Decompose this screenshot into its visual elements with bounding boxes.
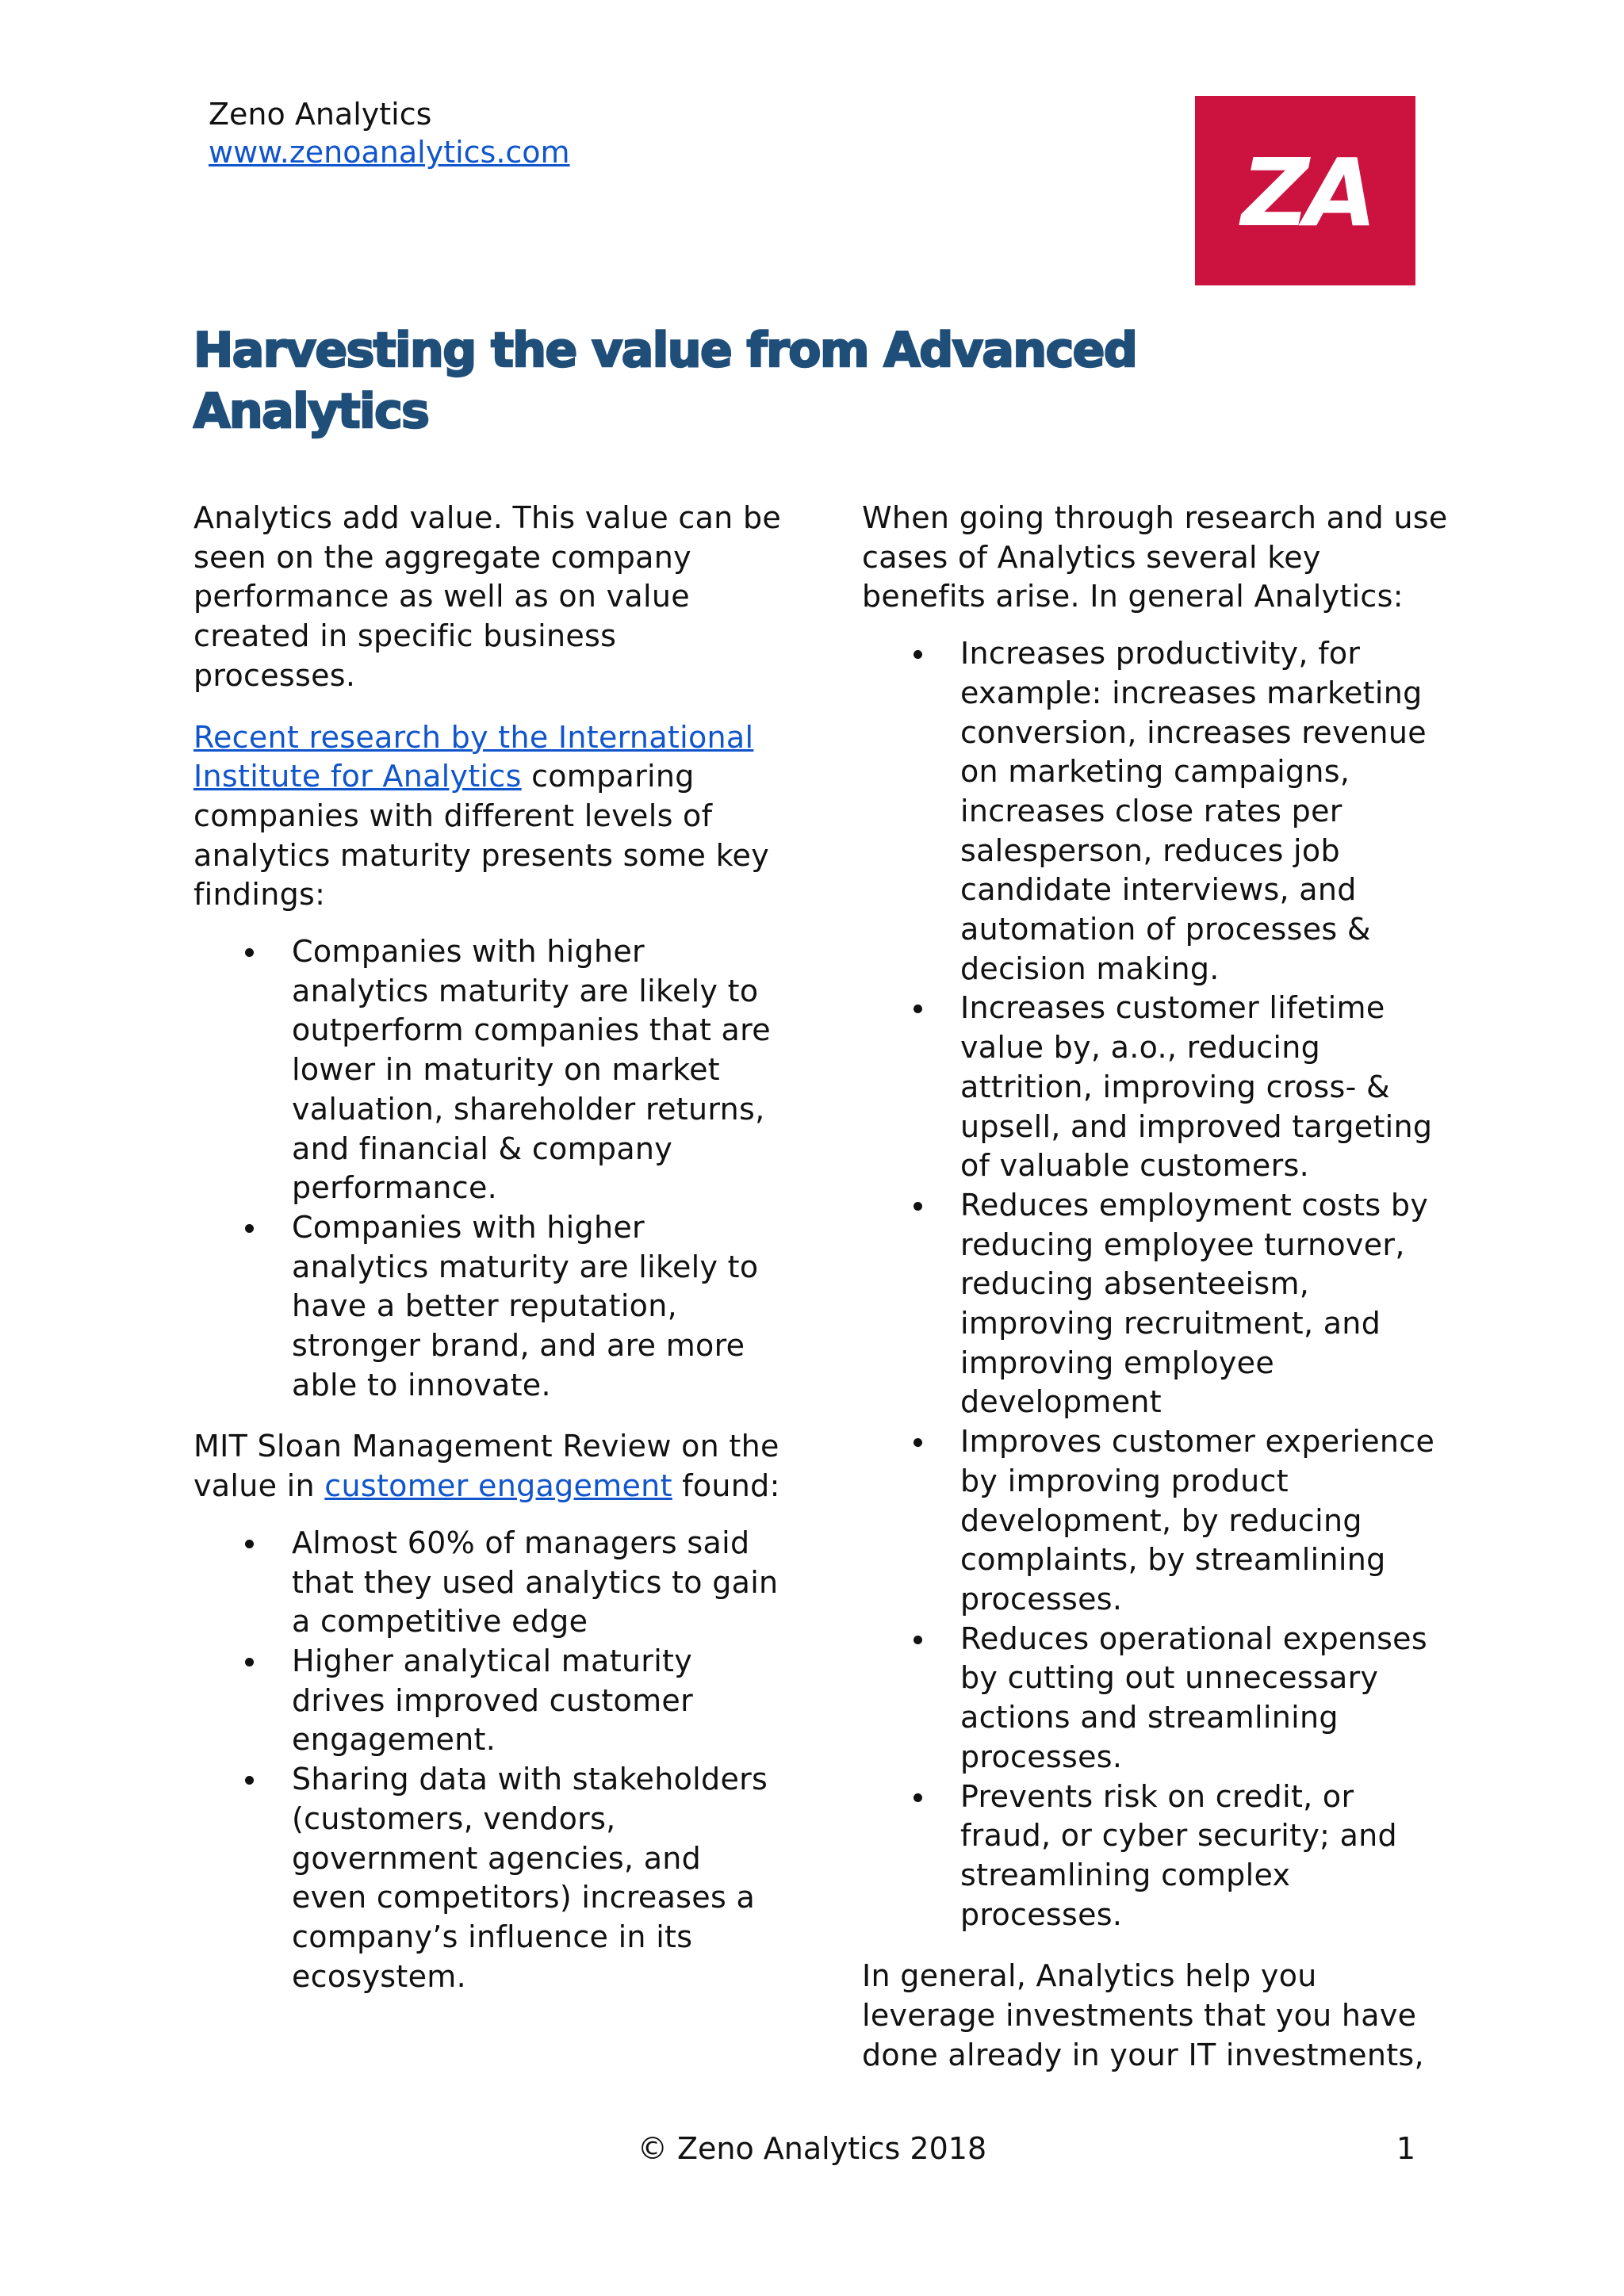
list-item: Reduces employment costs by reducing employee turnover, reducing absenteeism, improving recruitment, and improving employee development bbox=[960, 1186, 1449, 1422]
right-column bbox=[862, 499, 1449, 2097]
list-item: Sharing data with stakeholders (customers, vendors, government agencies, and even competitors) increases a company’s influence in its ecosystem. bbox=[292, 1760, 784, 1996]
intro-paragraph: Analytics add value. This value can be seen on the aggregate company performance as well as on value created in specific business processes. bbox=[193, 500, 782, 693]
closing-paragraph: In general, Analytics help you leverage investments that you have done already in your IT investments, bbox=[862, 1958, 1424, 2072]
logo-text: ZA bbox=[1241, 138, 1373, 247]
left-column bbox=[193, 499, 784, 2019]
customer-engagement-link[interactable]: customer engagement bbox=[324, 1468, 672, 1504]
company-logo bbox=[1195, 96, 1415, 285]
research-link[interactable]: Recent research by the International Institute for Analytics bbox=[193, 719, 754, 794]
mit-paragraph bbox=[193, 1427, 784, 1506]
list-item: Almost 60% of managers said that they used analytics to gain a competitive edge bbox=[292, 1524, 784, 1642]
list-item: Increases productivity, for example: increases marketing conversion, increases revenue on marketing campaigns, increases close rates per salesperson, reduces job candidate interviews, and automation of processes & decision making. bbox=[960, 634, 1449, 989]
company-website-link[interactable]: www.zenoanalytics.com bbox=[209, 135, 570, 170]
list-item: Increases customer lifetime value by, a.o., reducing attrition, improving cross- & upsell, and improved targeting of valuable customers. bbox=[960, 989, 1449, 1186]
mit-text-before: MIT Sloan Management Review on the value in bbox=[193, 1429, 779, 1504]
research-text: comparing companies with different levels of analytics maturity presents some key findings: bbox=[193, 759, 770, 913]
list-item: Improves customer experience by improving product development, by reducing complaints, by streamlining processes. bbox=[960, 1422, 1449, 1620]
research-paragraph bbox=[193, 718, 784, 916]
list-item: Reduces operational expenses by cutting out unnecessary actions and streamlining processes. bbox=[960, 1620, 1449, 1777]
list-item: Companies with higher analytics maturity are likely to have a better reputation, stronger brand, and are more able to innovate. bbox=[292, 1208, 784, 1406]
benefits-intro: When going through research and use cases of Analytics several key benefits arise. In general Analytics: bbox=[862, 500, 1448, 614]
footer-copyright: © Zeno Analytics 2018 bbox=[637, 2131, 987, 2166]
benefits-list bbox=[862, 634, 1449, 1934]
mit-text-after: found: bbox=[672, 1468, 780, 1504]
research-findings-list bbox=[193, 932, 784, 1405]
list-item: Companies with higher analytics maturity are likely to outperform companies that are lower in maturity on market valuation, shareholder returns, and financial & company performance. bbox=[292, 932, 784, 1208]
logo-mark bbox=[1195, 96, 1415, 285]
company-name: Zeno Analytics bbox=[209, 97, 432, 132]
list-item: Higher analytical maturity drives improved customer engagement. bbox=[292, 1642, 784, 1760]
page-number: 1 bbox=[1396, 2131, 1415, 2166]
list-item: Prevents risk on credit, or fraud, or cyber security; and streamlining complex processes. bbox=[960, 1777, 1449, 1935]
page-title: Harvesting the value from Advanced Analytics bbox=[193, 323, 1137, 439]
mit-findings-list bbox=[193, 1524, 784, 1996]
